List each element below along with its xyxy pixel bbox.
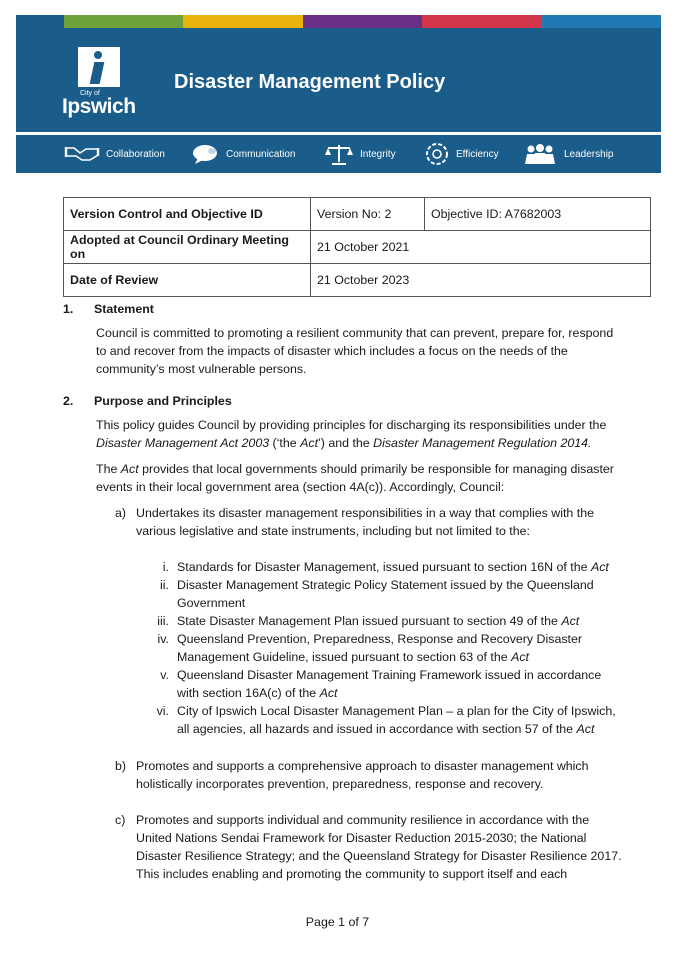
- text-run-italic: Disaster Management Regulation 2014.: [373, 436, 592, 450]
- sub-list-text: Disaster Management Strategic Policy Statement issued by the Queensland Government: [177, 578, 594, 610]
- table-cell: Objective ID: A7682003: [425, 198, 651, 231]
- text-run: This policy guides Council by providing principles for discharging its responsibilities under the: [96, 418, 607, 432]
- text-run: ’) and the: [318, 436, 374, 450]
- page-number: Page 1 of 7: [305, 915, 370, 929]
- sub-list-text-italic: Act: [590, 560, 609, 574]
- page-title: Disaster Management Policy: [174, 71, 446, 93]
- color-stripes: [64, 15, 661, 28]
- list-text: Promotes and supports individual and community resilience in accordance with the United Nations Sendai Framework for Disaster Reduction 2015-2030; the National Disaster Resilience Strategy; and the Queensland Strategy for Disaster Resilience 2017. This includes enabling and promoting the community to support itself and each: [136, 813, 622, 881]
- scales-icon: [324, 143, 354, 165]
- value-label: Leadership: [564, 148, 614, 160]
- section-number: 2.: [63, 394, 74, 408]
- sub-list-text: State Disaster Management Plan issued pursuant to section 49 of the: [177, 614, 562, 628]
- section-title: Statement: [94, 302, 154, 316]
- logo-name: Ipswich: [62, 95, 136, 118]
- header-banner: [16, 15, 661, 132]
- stripe-purple: [303, 15, 422, 28]
- value-leadership: [522, 135, 613, 173]
- value-label: Collaboration: [106, 148, 165, 160]
- table-row: [64, 198, 651, 231]
- table-row: [64, 231, 651, 264]
- sub-list: [63, 558, 623, 738]
- sub-list-item: [63, 612, 623, 630]
- list-letter: a): [115, 506, 127, 520]
- table-cell: 21 October 2021: [311, 231, 651, 264]
- text-run: (‘the: [269, 436, 301, 450]
- logo-small-text: City of: [80, 90, 100, 97]
- paragraph: [96, 416, 623, 452]
- sub-list-text: City of Ipswich Local Disaster Management Plan – a plan for the City of Ipswich, all agencies, all hazards and issued in accordance with section 57 of the: [177, 704, 616, 736]
- table-cell-label: Version Control and Objective ID: [64, 198, 311, 231]
- sub-list-text-italic: Act: [561, 614, 580, 628]
- list-text: Promotes and supports a comprehensive approach to disaster management which holistically incorporates prevention, preparedness, response and recovery.: [136, 759, 589, 791]
- table-row: [64, 264, 651, 297]
- text-run: The: [96, 462, 121, 476]
- sub-list-text: Queensland Prevention, Preparedness, Response and Recovery Disaster Management Guideline, issued pursuant to section 63 of the: [177, 632, 582, 664]
- value-label: Communication: [226, 148, 296, 160]
- sub-list-number: i.: [162, 560, 169, 574]
- values-bar: [16, 135, 661, 173]
- section-heading: [63, 300, 623, 320]
- sub-list-text: Standards for Disaster Management, issued pursuant to section 16N of the: [177, 560, 591, 574]
- sub-list-text-italic: Act: [511, 650, 529, 664]
- section-title: Purpose and Principles: [94, 394, 232, 408]
- value-communication: [192, 135, 295, 173]
- people-group-icon: [522, 143, 558, 165]
- cycle-gear-icon: [424, 141, 450, 167]
- list-item: [63, 504, 623, 540]
- table-cell: 21 October 2023: [311, 264, 651, 297]
- text-run-italic: Disaster Management Act 2003: [96, 436, 270, 450]
- version-control-table: [63, 197, 651, 297]
- table-cell-label: Date of Review: [64, 264, 311, 297]
- text-run: provides that local governments should primarily be responsible for managing disaster events in their local government area (section 4A(c)). Accordingly, Council:: [96, 462, 614, 494]
- sub-list-item: [63, 558, 623, 576]
- sub-list-number: v.: [160, 668, 169, 682]
- stripe-yellow: [183, 15, 302, 28]
- paragraph: [96, 460, 623, 496]
- list-item: [63, 757, 623, 793]
- handshake-icon: [64, 144, 100, 164]
- text-run-italic: Act: [300, 436, 319, 450]
- sub-list-item: [63, 702, 623, 738]
- sub-list-item: [63, 630, 623, 666]
- value-collaboration: [64, 135, 165, 173]
- sub-list-text-italic: Act: [576, 722, 595, 736]
- value-label: Efficiency: [456, 148, 499, 160]
- sub-list-item: [63, 666, 623, 702]
- list-letter: b): [115, 759, 127, 773]
- sub-list-text-italic: Act: [319, 686, 338, 700]
- value-label: Integrity: [360, 148, 396, 160]
- stripe-red: [422, 15, 541, 28]
- logo-mark-icon: [78, 47, 120, 87]
- sub-list-number: iv.: [157, 632, 169, 646]
- text-run-italic: Act: [120, 462, 139, 476]
- list-letter: c): [115, 813, 126, 827]
- stripe-green: [64, 15, 183, 28]
- city-logo: [60, 45, 140, 125]
- sub-list-number: iii.: [157, 614, 169, 628]
- paragraph: Council is committed to promoting a resilient community that can prevent, prepare for, respond to and recover from the impacts of disaster which includes a focus on the needs of the community’s most vulnerable persons.: [96, 326, 614, 376]
- speech-bubble-icon: [192, 143, 220, 165]
- section-number: 1.: [63, 302, 74, 316]
- sub-list-number: ii.: [160, 578, 169, 592]
- stripe-blue: [542, 15, 661, 28]
- value-integrity: [324, 135, 396, 173]
- value-efficiency: [424, 135, 499, 173]
- table-cell-label: Adopted at Council Ordinary Meeting on: [64, 231, 311, 264]
- sub-list-item: [63, 576, 623, 612]
- sub-list-text: Queensland Disaster Management Training Framework issued in accordance with section 16A(c) of the: [177, 668, 602, 700]
- document-body: [63, 300, 623, 892]
- sub-list-number: vi.: [156, 704, 169, 718]
- list-item: [63, 811, 623, 883]
- list-text: Undertakes its disaster management responsibilities in a way that complies with the various legislative and state instruments, including but not limited to the:: [136, 506, 594, 538]
- section-heading: [63, 392, 623, 412]
- table-cell: Version No: 2: [311, 198, 425, 231]
